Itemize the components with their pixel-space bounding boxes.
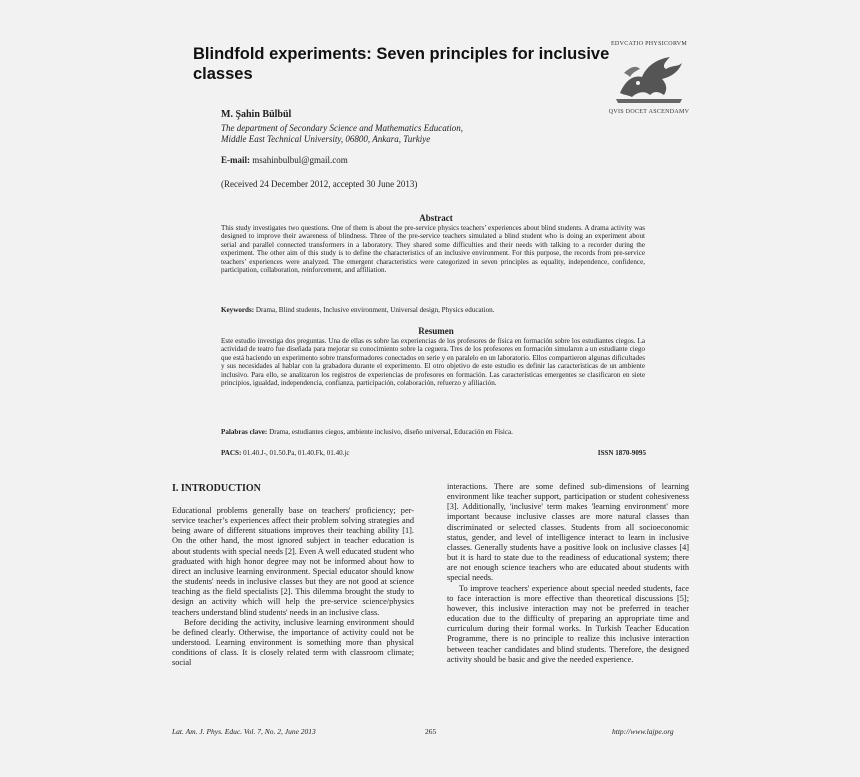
pacs-codes: 01.40.J-, 01.50.Pa, 01.40.Fk, 01.40.jc: [243, 449, 350, 457]
paragraph: To improve teachers' experience about special needed students, face to face interaction is more effective than theoretical discussions [5]; however, this inclusive interaction may not be preferred in teacher education due to the difficulty of preparing an appropriate time and curriculum during their formal works. In Turkish Teacher Education Programme, there is no principle to realize this inclusive interaction between teacher candidates and blind students. Therefore, the designed activity should be basic and give the needed experience.: [447, 583, 689, 664]
issn: ISSN 1870-9095: [597, 449, 646, 457]
right-column: [447, 482, 689, 665]
abstract-text: This study investigates two questions. One of them is about the pre-service physics teachers’ experiences about blind students. A drama activity was designed to improve their awareness of blindness. Three of the pre-service teachers simulated a blind student who is doing an experiment about serial and parallel connected transformers in a laboratory. They shared some difficulties and their needs with talking to a recorder during the experiment. The other aim of this study is to define the characteristics of an inclusive environment. For this purpose, the records from pre-service teachers’ experiences were analyzed. The emergent characteristics were categorized in seven principles as equality, independence, confidence, participation, collaboration, reinforcement, and affiliation.: [221, 224, 645, 275]
affiliation-line: Middle East Technical University, 06800, Ankara, Turkiye: [221, 134, 431, 144]
pacs-line: [221, 449, 645, 457]
footer-journal: Lat. Am. J. Phys. Educ. Vol. 7, No. 2, June 2013: [172, 727, 316, 736]
journal-logo: [608, 41, 690, 117]
email-label: E-mail:: [221, 155, 250, 165]
resumen-heading: Resumen: [418, 326, 454, 336]
email-address[interactable]: msahinbulbul@gmail.com: [252, 155, 348, 165]
paragraph: Before deciding the activity, inclusive learning environment should be defined clearly. Otherwise, the importance of activity could not be understood. Learning environment is something more than physical conditions of class. It is closely related term with classroom climate; social: [172, 617, 414, 668]
keywords-text: Drama, Blind students, Inclusive environment, Universal design, Physics education.: [255, 306, 495, 314]
resumen-text: Este estudio investiga dos preguntas. Una de ellas es sobre las experiencias de los profesores de física en formación sobre los estudiantes ciegos. La actividad de teatro fue diseñada para mejorar su conocimiento sobre la ceguera. Tres de los profesores en formación simularon a un estudiante ciego que está haciendo un experimento sobre transformadores conectados en serie y en paralelo en un laboratorio. Ellos compartieron algunas dificultades y sus necesidades al hablar con la grabadora durante el experimento. El otro objetivo de este estudio es definir las características de un ambiente inclusivo. Para ello, se analizaron los registros de experiencias de profesores en formación. Las características emergentes se clasificaron en siete principios, igualdad, independencia, confianza, participación, colaboración, refuerzo y afiliación.: [221, 337, 645, 388]
palabras-clave-text: Drama, estudiantes ciegos, ambiente inclusivo, diseño universal, Educación en Física.: [269, 428, 513, 436]
logo-bottom-text: QVIS DOCET ASCENDAMV: [608, 109, 690, 115]
footer-url[interactable]: http://www.lajpe.org: [612, 727, 674, 736]
logo-top-text: EDVCATIO PHYSICORVM: [610, 41, 688, 47]
pacs-label: PACS:: [221, 449, 242, 457]
footer-page-number: 265: [425, 727, 437, 736]
author-name: M. Şahin Bülbül: [221, 109, 292, 120]
received-dates: (Received 24 December 2012, accepted 30 June 2013): [221, 179, 418, 189]
affiliation-line: The department of Secondary Science and Mathematics Education,: [221, 123, 463, 133]
keywords-label: Keywords:: [221, 306, 255, 314]
palabras-clave-label: Palabras clave:: [221, 428, 268, 436]
paper-title: Blindfold experiments: Seven principles for inclusive classes: [193, 45, 610, 83]
left-column: [172, 506, 414, 669]
abstract-heading: Abstract: [419, 213, 453, 223]
email-line: [221, 155, 348, 165]
palabras-clave-line: [221, 428, 645, 437]
keywords-line: [221, 306, 645, 315]
affiliation: [221, 123, 641, 145]
section-heading: I. INTRODUCTION: [172, 483, 261, 494]
winged-lion-icon: [612, 49, 686, 107]
paragraph: Educational problems generally base on teachers' proficiency; per-service teacher’s experiences affect their problem solving strategies and being aware of different situations improves their teaching ability [1]. On the other hand, the most ignored subject in teacher education is about students with special needs [2]. Even A well educated student who graduated with high honor degree may not be informed about how to direct an inclusive learning environment. Special educator should know the students' needs in inclusive classes but they are not good at science teaching as the field specialists [2]. This dilemma brought the study to design an activity which will help the pre-service science/physics teachers understand blind students' needs in an inclusive class.: [172, 506, 414, 617]
paragraph: interactions. There are some defined sub-dimensions of learning environment like teacher support, participation or student cohesiveness [3]. Additionally, 'inclusive' term makes 'learning environment' more important because inclusive classes are more natural classes than discriminated or selected classes. Students from all socioeconomic status, gender, and level of intelligence interact to learn in inclusive classes. Generally students have a positive look on inclusive classes [4] but it is hard to state due to the readiness of educational system; there are not enough science teachers who are educated about students with special needs.: [447, 482, 689, 583]
